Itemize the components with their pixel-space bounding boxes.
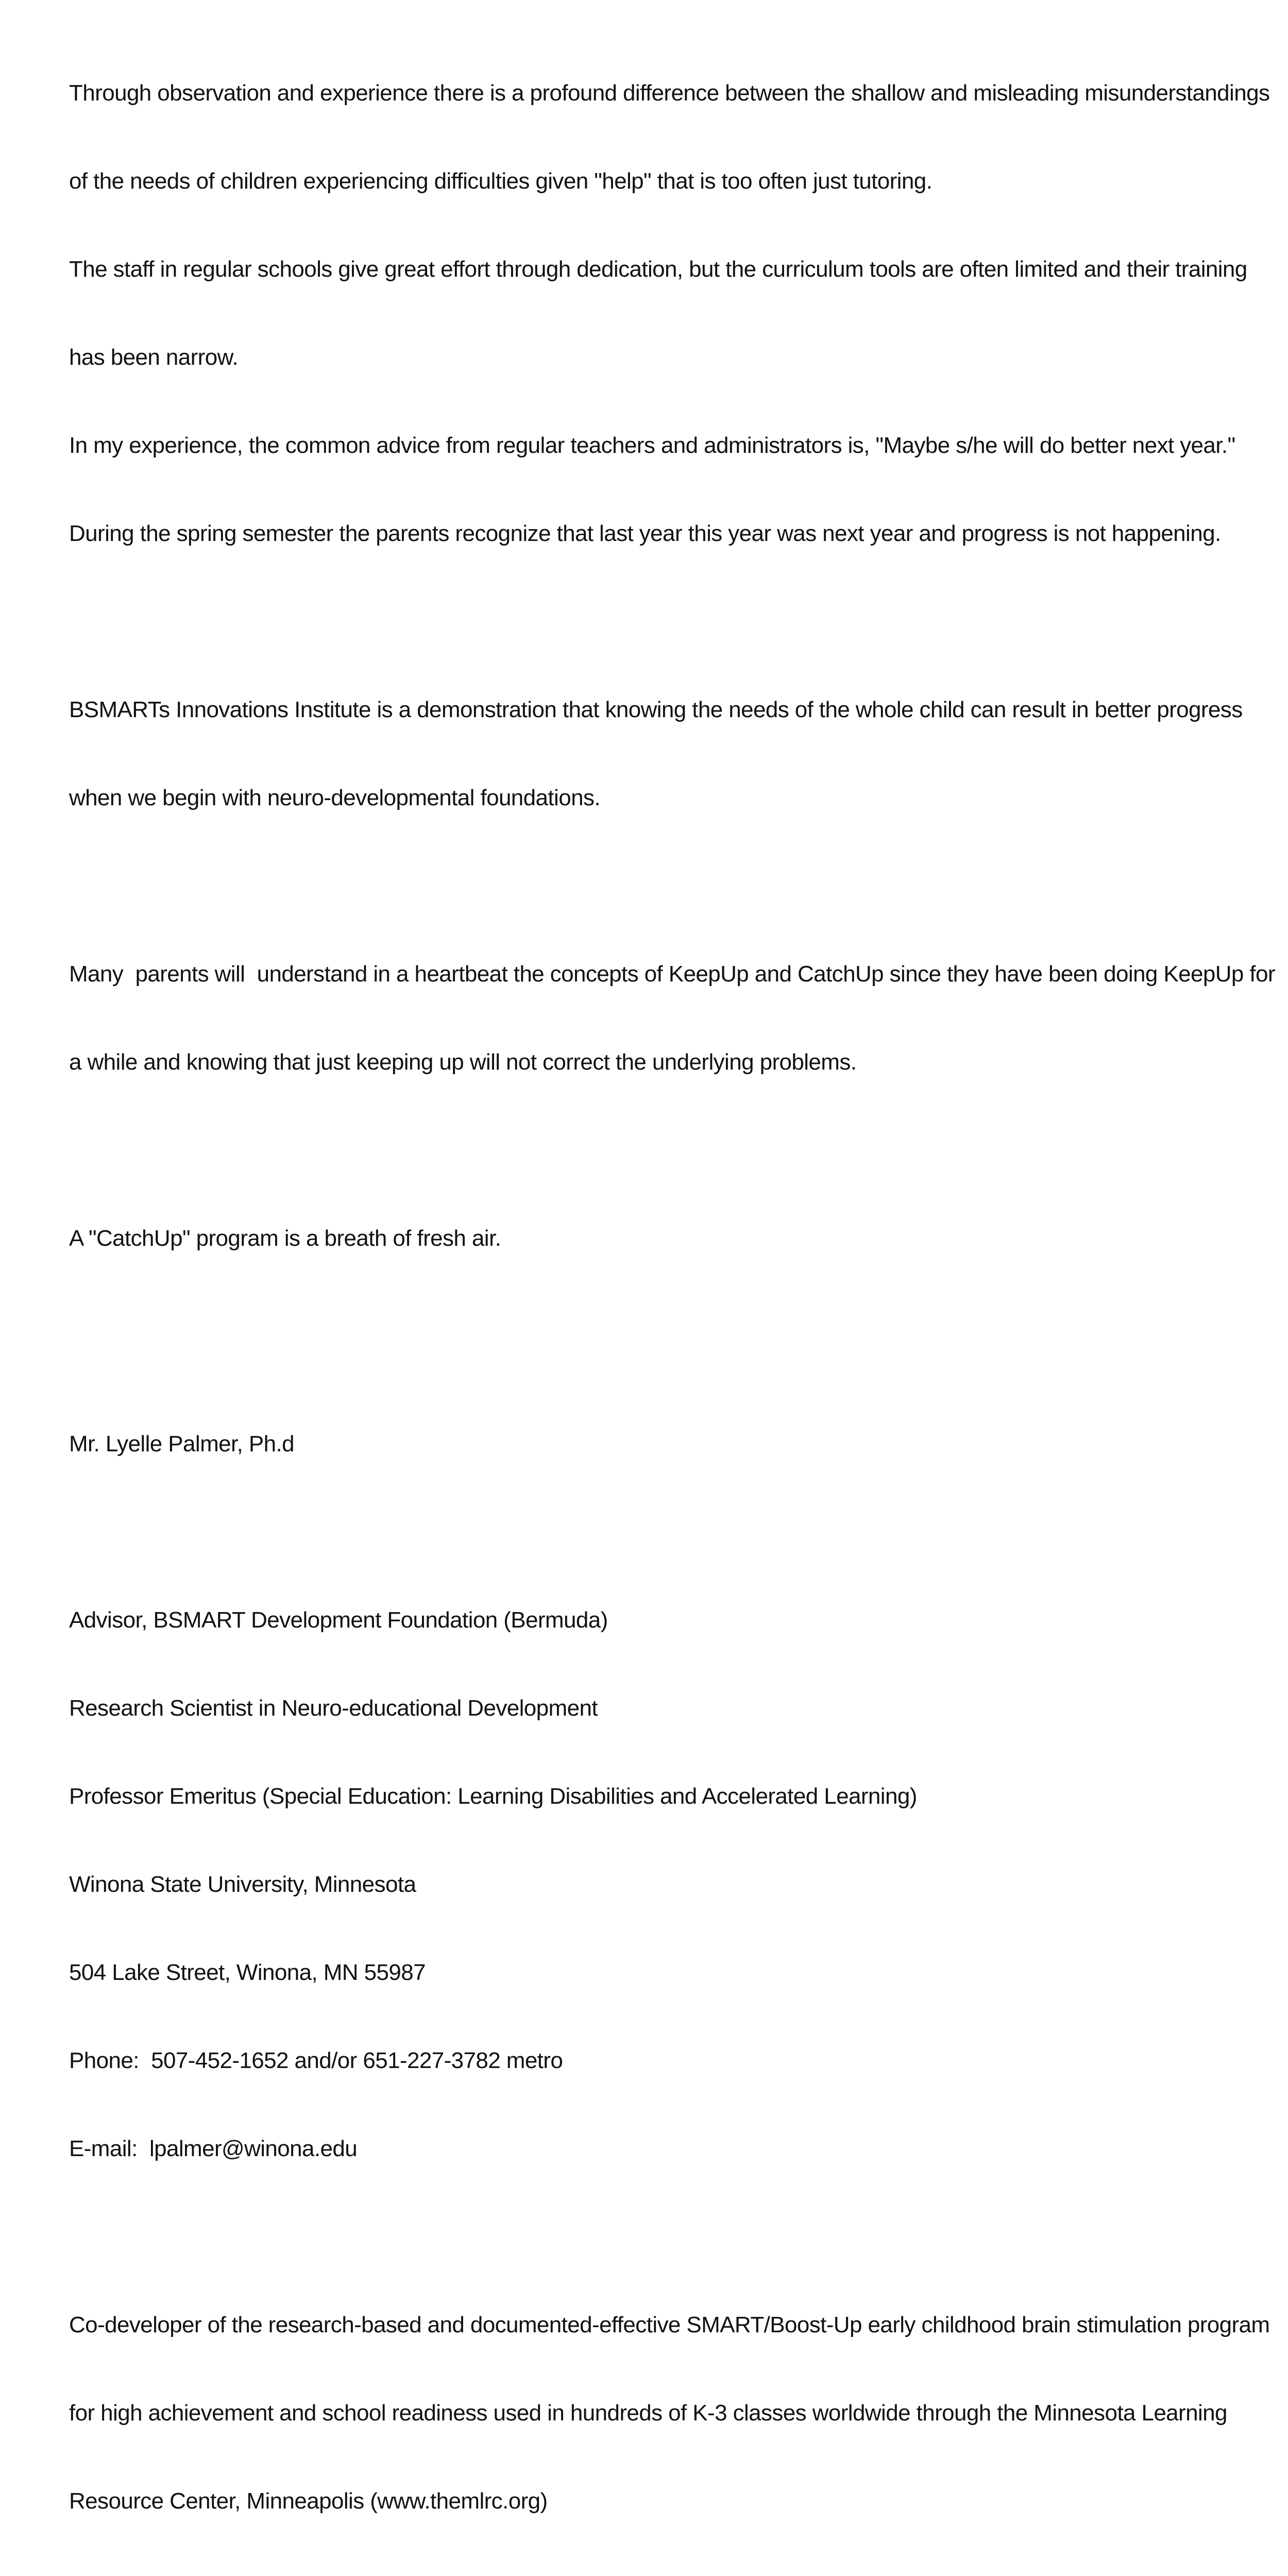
text-line: Resource Center, Minneapolis (www.themlrc.org) bbox=[69, 2488, 548, 2514]
text-line: BSMARTs Innovations Institute is a demonstration that knowing the needs of the whole child can result in better progress bbox=[69, 697, 1243, 722]
paragraph-spacer bbox=[69, 1517, 1275, 1547]
email-line: E-mail: lpalmer@winona.edu bbox=[69, 2136, 358, 2161]
text-line: During the spring semester the parents recognize that last year this year was next year and progress is not happening. bbox=[69, 521, 1221, 546]
text-line: a while and knowing that just keeping up will not correct the underlying problems. bbox=[69, 1049, 857, 1075]
parents-paragraph bbox=[69, 901, 1275, 1136]
codeveloper-paragraph bbox=[69, 2251, 1275, 2574]
text-line: Many parents will understand in a heartbeat the concepts of KeepUp and CatchUp since they have been doing KeepUp for bbox=[69, 961, 1275, 987]
text-line: when we begin with neuro-developmental foundations. bbox=[69, 785, 600, 810]
credential-line: Advisor, BSMART Development Foundation (Bermuda) bbox=[69, 1607, 608, 1633]
credential-line: Research Scientist in Neuro-educational Development bbox=[69, 1696, 598, 1721]
catchup-paragraph bbox=[69, 1165, 1275, 1312]
text-line: In my experience, the common advice from regular teachers and administrators is, "Maybe s/he will do better next year." bbox=[69, 433, 1235, 458]
text-line: The staff in regular schools give great effort through dedication, but the curriculum tools are often limited and their training bbox=[69, 257, 1247, 282]
bsmarts-paragraph bbox=[69, 636, 1275, 871]
paragraph-spacer bbox=[69, 871, 1275, 901]
intro-paragraph bbox=[69, 20, 1275, 607]
text-line: Through observation and experience there is a profound difference between the shallow and misleading misunderstandings bbox=[69, 80, 1270, 106]
paragraph-spacer bbox=[69, 1312, 1275, 1370]
paragraph-spacer bbox=[69, 607, 1275, 636]
credential-line: Professor Emeritus (Special Education: Learning Disabilities and Accelerated Learning) bbox=[69, 1784, 917, 1809]
author-name: Mr. Lyelle Palmer, Ph.d bbox=[69, 1431, 294, 1456]
signature-name bbox=[69, 1370, 1275, 1517]
credentials-block bbox=[69, 1547, 1275, 2222]
address-line: 504 Lake Street, Winona, MN 55987 bbox=[69, 1960, 426, 1985]
text-line: of the needs of children experiencing difficulties given "help" that is too often just tutoring. bbox=[69, 168, 933, 194]
credential-line: Winona State University, Minnesota bbox=[69, 1872, 416, 1897]
phone-line: Phone: 507-452-1652 and/or 651-227-3782 metro bbox=[69, 2048, 563, 2073]
paragraph-spacer bbox=[69, 2222, 1275, 2251]
text-line: has been narrow. bbox=[69, 345, 238, 370]
text-line: Co-developer of the research-based and documented-effective SMART/Boost-Up early childhood brain stimulation program bbox=[69, 2312, 1270, 2337]
letter-document bbox=[69, 20, 1275, 2576]
text-line: for high achievement and school readiness used in hundreds of K-3 classes worldwide through the Minnesota Learning bbox=[69, 2400, 1227, 2426]
paragraph-spacer bbox=[69, 1136, 1275, 1165]
text-line: A "CatchUp" program is a breath of fresh air. bbox=[69, 1226, 501, 1251]
